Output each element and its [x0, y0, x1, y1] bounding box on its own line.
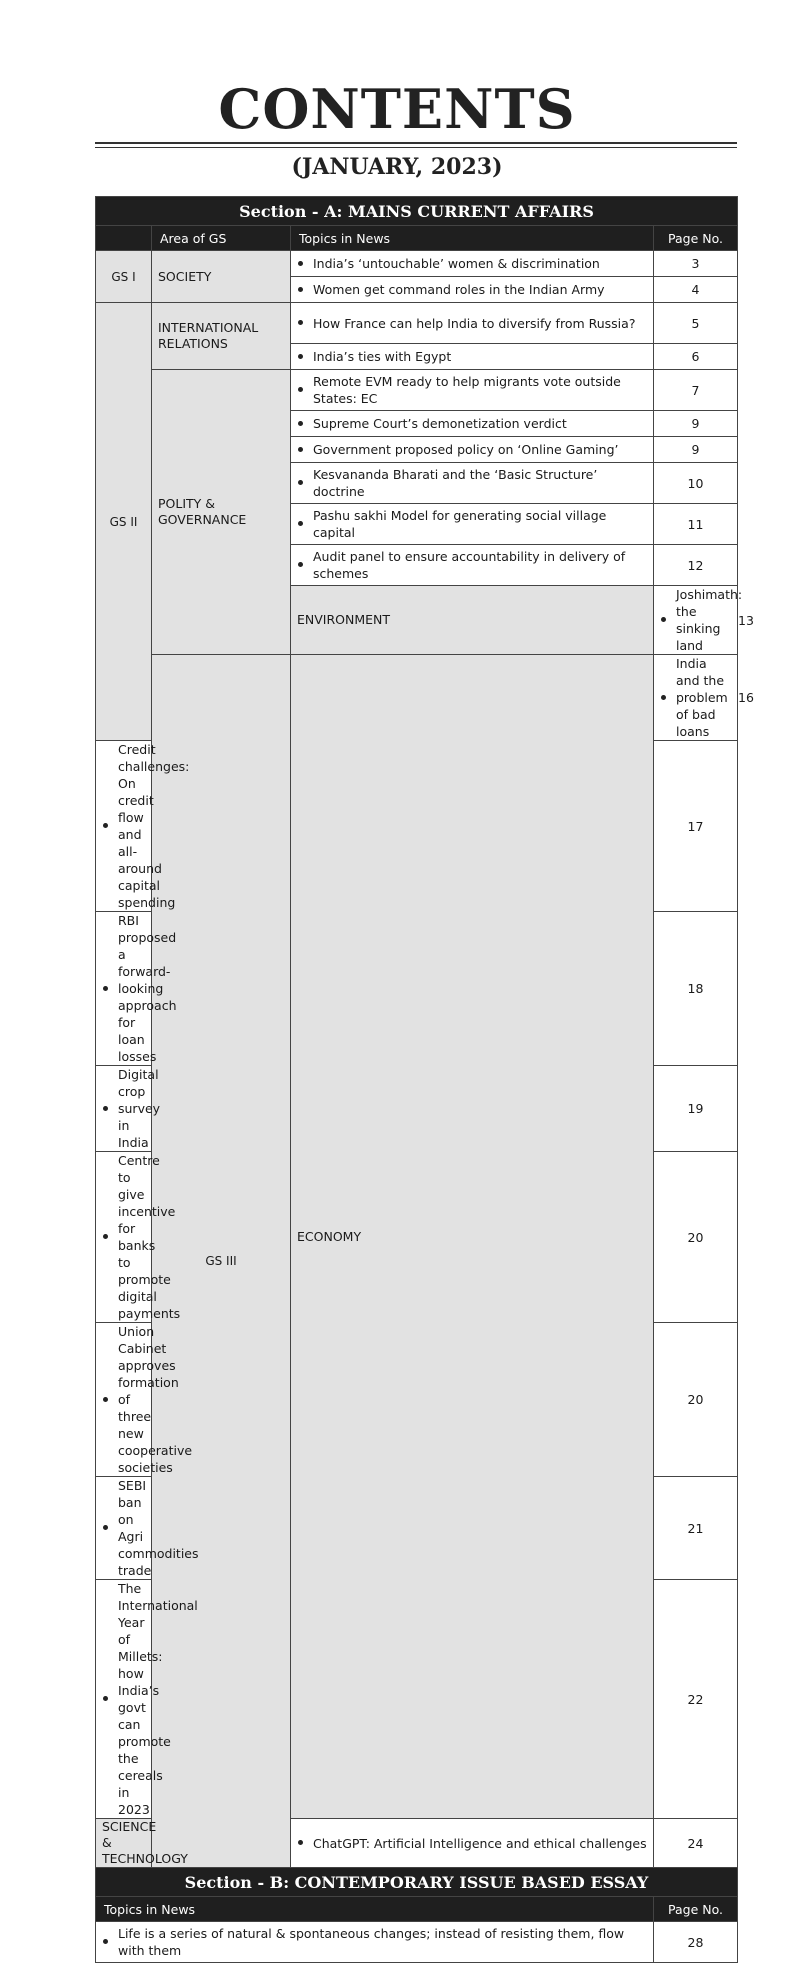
- topic-text: India’s ‘untouchable’ women & discrimination: [313, 256, 600, 271]
- topic-item[interactable]: [654, 655, 738, 741]
- page-number: 4: [654, 277, 738, 303]
- topic-item[interactable]: [96, 1580, 198, 1819]
- bullet-icon: [298, 1840, 303, 1845]
- bullet-icon: [298, 521, 303, 526]
- bullet-icon: [298, 562, 303, 567]
- bullet-icon: [298, 480, 303, 485]
- topic-text: Women get command roles in the Indian Army: [313, 282, 605, 297]
- topic-item[interactable]: [96, 741, 190, 912]
- topic-text: Digital crop survey in India: [118, 1067, 161, 1150]
- topic-text: Pashu sakhi Model for generating social village capital: [313, 508, 607, 540]
- topic-item[interactable]: [96, 1152, 181, 1323]
- page-subtitle: (JANUARY, 2023): [291, 154, 503, 180]
- topic-text: Joshimath: the sinking land: [676, 587, 743, 653]
- page-title: CONTENTS: [218, 77, 576, 141]
- topic-item[interactable]: [291, 344, 654, 370]
- page-number: 3: [654, 251, 738, 277]
- title-rule-thick: [95, 142, 737, 144]
- page-number: 28: [654, 1922, 738, 1963]
- page-number: 19: [654, 1066, 738, 1152]
- page-number: 24: [654, 1819, 738, 1868]
- page-number: 20: [654, 1152, 738, 1323]
- topic-item[interactable]: [291, 303, 654, 344]
- topic-text: Union Cabinet approves formation of three new cooperative societies: [118, 1324, 193, 1475]
- page-number: 21: [654, 1477, 738, 1580]
- page-number: 9: [654, 437, 738, 463]
- page-number: 9: [654, 411, 738, 437]
- bullet-icon: [298, 387, 303, 392]
- bullet-icon: [298, 421, 303, 426]
- topic-item[interactable]: [291, 370, 654, 411]
- topic-item[interactable]: [96, 1477, 199, 1580]
- gs-label-1: GS I: [96, 251, 152, 303]
- topic-text: Centre to give incentive for banks to promote digital payments: [118, 1153, 181, 1321]
- topic-item[interactable]: [654, 586, 743, 655]
- page-number: 11: [654, 504, 738, 545]
- topic-text: Credit challenges: On credit flow and all-around capital spending: [118, 742, 190, 910]
- page-number: 18: [654, 912, 738, 1066]
- header-topics: Topics in News: [291, 226, 654, 251]
- header-gs-blank: [96, 226, 152, 251]
- topic-item[interactable]: [291, 437, 654, 463]
- page-number: 22: [654, 1580, 738, 1819]
- bullet-icon: [298, 287, 303, 292]
- bullet-icon: [103, 1939, 108, 1944]
- topic-text: Life is a series of natural & spontaneous changes; instead of resisting them, flow with them: [118, 1926, 625, 1958]
- topic-item[interactable]: [291, 277, 654, 303]
- bullet-icon: [661, 695, 666, 700]
- header-topics-b: Topics in News: [96, 1897, 654, 1922]
- topic-item[interactable]: [291, 545, 654, 586]
- gs-label-2: GS II: [96, 303, 152, 741]
- topic-text: The International Year of Millets: how India’s govt can promote the cereals in 2023: [118, 1581, 198, 1817]
- bullet-icon: [298, 320, 303, 325]
- bullet-icon: [298, 354, 303, 359]
- topic-text: Supreme Court’s demonetization verdict: [313, 416, 567, 431]
- topic-text: India’s ties with Egypt: [313, 349, 452, 364]
- topic-item[interactable]: [96, 1323, 193, 1477]
- topic-text: Remote EVM ready to help migrants vote outside States: EC: [313, 374, 621, 406]
- topic-item[interactable]: [96, 1066, 161, 1152]
- bullet-icon: [103, 1696, 108, 1701]
- section-a-heading: Section - A: MAINS CURRENT AFFAIRS: [96, 197, 738, 226]
- header-page-b: Page No.: [654, 1897, 738, 1922]
- header-page: Page No.: [654, 226, 738, 251]
- page-number: 6: [654, 344, 738, 370]
- page-number: 20: [654, 1323, 738, 1477]
- bullet-icon: [103, 1525, 108, 1530]
- bullet-icon: [103, 1234, 108, 1239]
- topic-text: Kesvananda Bharati and the ‘Basic Structure’ doctrine: [313, 467, 598, 499]
- area-science-technology: SCIENCE & TECHNOLOGY: [96, 1819, 152, 1868]
- topic-text: How France can help India to diversify from Russia?: [313, 315, 636, 331]
- bullet-icon: [103, 1106, 108, 1111]
- topic-text: RBI proposed a forward-looking approach for loan losses: [118, 913, 177, 1064]
- bullet-icon: [298, 447, 303, 452]
- page-number: 7: [654, 370, 738, 411]
- header-area: Area of GS: [152, 226, 291, 251]
- title-rule-thin: [95, 147, 737, 148]
- topic-text: Audit panel to ensure accountability in delivery of schemes: [313, 549, 626, 581]
- section-b-heading: Section - B: CONTEMPORARY ISSUE BASED ESSAY: [96, 1868, 738, 1897]
- page-number: 5: [654, 303, 738, 344]
- topic-item[interactable]: [291, 504, 654, 545]
- topic-item[interactable]: [291, 411, 654, 437]
- bullet-icon: [103, 1397, 108, 1402]
- area-international-relations: INTERNATIONAL RELATIONS: [152, 303, 291, 370]
- area-polity-governance: POLITY & GOVERNANCE: [152, 370, 291, 655]
- bullet-icon: [298, 261, 303, 266]
- bullet-icon: [103, 986, 108, 991]
- area-economy: ECONOMY: [291, 655, 654, 1819]
- topic-item[interactable]: [291, 463, 654, 504]
- bullet-icon: [103, 823, 108, 828]
- topic-text: India and the problem of bad loans: [676, 656, 728, 739]
- topic-item[interactable]: [291, 1819, 654, 1868]
- topic-text: Government proposed policy on ‘Online Gaming’: [313, 442, 619, 457]
- bullet-icon: [661, 617, 666, 622]
- topic-item[interactable]: [96, 912, 177, 1066]
- page-number: 17: [654, 741, 738, 912]
- page-number: 10: [654, 463, 738, 504]
- topic-item[interactable]: [291, 251, 654, 277]
- page-number: 12: [654, 545, 738, 586]
- topic-text: SEBI ban on Agri commodities trade: [118, 1478, 199, 1578]
- gs-label-3: GS III: [152, 655, 291, 1868]
- area-environment: ENVIRONMENT: [291, 586, 654, 655]
- contents-table: Section - A: MAINS CURRENT AFFAIRS Area of GS Topics in News Page No. GS I SOCIETY India’s ‘untouchable’ women & discrimination 3 Women get command roles in the Indian Army 4 GS II INTERNATIONAL RELATIONS How France can help India to diversify from Russia? 5 India’s ties with Egypt 6 POLITY & GOVERNANCE Remote EVM ready to help migrants vote outside States: EC 7 Supreme Court’s demonetization verdict 9 Government proposed policy on ‘Online Gaming’ 9 Kesvananda Bharati and the ‘Basic Structure’ doctrine 10 Pashu sakhi Model for generating social village capital 11 Audit panel to ensure accountability in delivery of schemes 12 ENVIRONMENT Joshimath: the sinking land 13 GS III ECONOMY India and the problem of bad loans 16 Credit challenges: On credit flow and all-around capital spending 17 RBI proposed a forward-looking approach for loan losses 18 Digital crop survey in India 19 Centre to give incentive for banks to promote digital payments 20 Union Cabinet approves formation of three new cooperative societies 20 SEBI ban on Agri commodities trade 21 The International Year of Millets: how India’s govt can promote the cereals in 2023 22 SCIENCE & TECHNOLOGY ChatGPT: Artificial Intelligence and ethical challenges 24 Section - B: CONTEMPORARY ISSUE BASED ESSAY Topics in News Page No. Life is a series of natural & spontaneous changes; instead of resisting them, flow with them 28: [95, 196, 738, 1963]
- topic-text: ChatGPT: Artificial Intelligence and ethical challenges: [313, 1835, 647, 1851]
- area-society: SOCIETY: [152, 251, 291, 303]
- essay-topic-item[interactable]: [96, 1922, 654, 1963]
